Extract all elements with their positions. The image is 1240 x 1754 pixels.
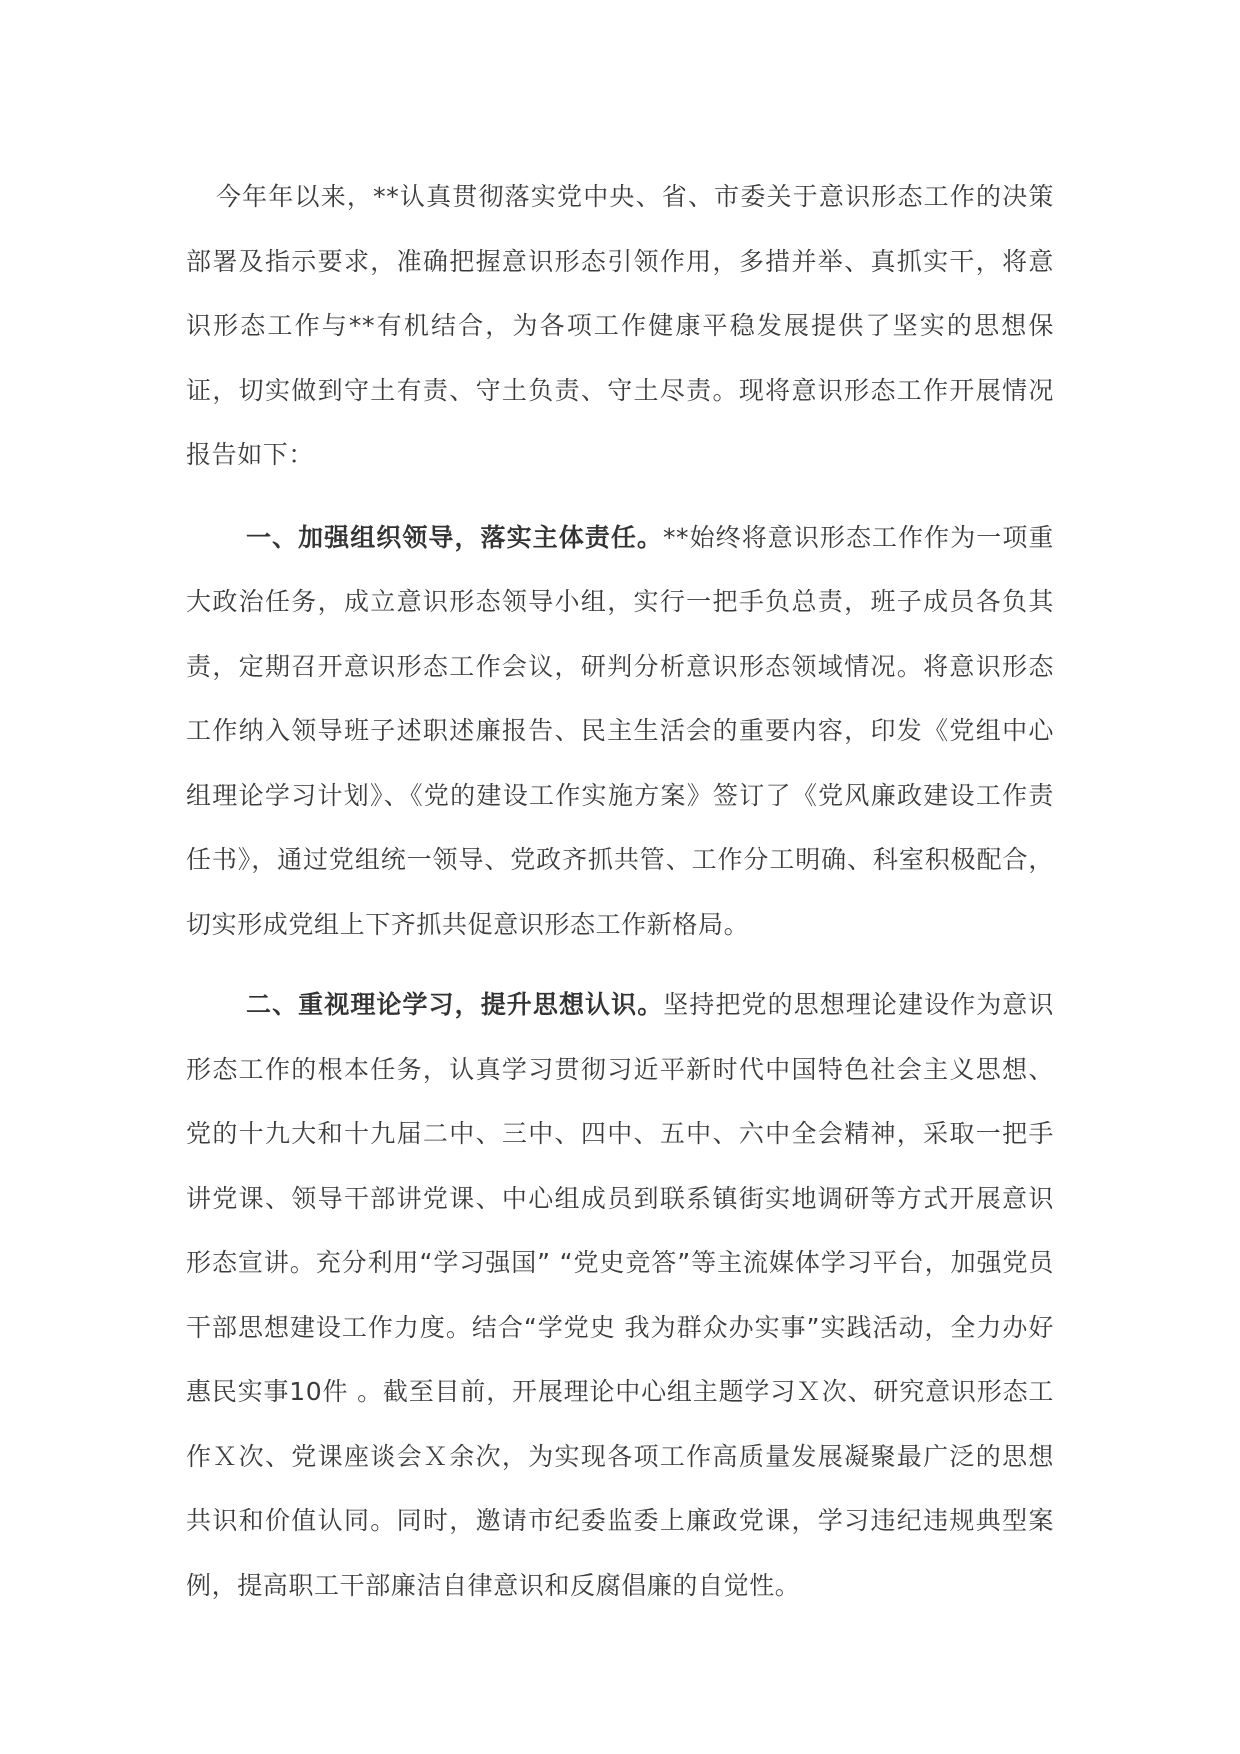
section-heading-1: 一、加强组织领导，落实主体责任。 xyxy=(246,522,663,552)
document-body xyxy=(186,165,1054,1618)
section-body-2: 坚持把党的思想理论建设作为意识形态工作的根本任务，认真学习贯彻习近平新时代中国特色社会主义思想、党的十九大和十九届二中、三中、四中、五中、六中全会精神，采取一把手讲党课、领导干部讲党课、中心组成员到联系镇街实地调研等方式开展意识形态宣讲。充分利用“学习强国” “党史竞答”等主流媒体学习平台，加强党员干部思想建设工作力度。结合“学党史 我为群众办实事”实践活动，全力办好惠民实事10件 。截至目前，开展理论中心组主题学习Ｘ次、研究意识形态工作Ｘ次、党课座谈会Ｘ余次，为实现各项工作高质量发展凝聚最广泛的思想共识和价值认同。同时，邀请市纪委监委上廉政党课，学习违纪违规典型案例，提高职工干部廉洁自律意识和反腐倡廉的自觉性。 xyxy=(186,990,1054,1600)
section-paragraph-1 xyxy=(186,506,1054,958)
intro-paragraph: 今年年以来，**认真贯彻落实党中央、省、市委关于意识形态工作的决策部署及指示要求，准确把握意识形态引领作用，多措并举、真抓实干，将意识形态工作与**有机结合，为各项工作健康平稳发展提供了坚实的思想保证，切实做到守土有责、守土负责、守土尽责。现将意识形态工作开展情况报告如下： xyxy=(186,182,1054,469)
section-paragraph-2 xyxy=(186,973,1054,1618)
section-body-1: **始终将意识形态工作作为一项重大政治任务，成立意识形态领导小组，实行一把手负总责，班子成员各负其责，定期召开意识形态工作会议，研判分析意识形态领域情况。将意识形态工作纳入领导班子述职述廉报告、民主生活会的重要内容，印发《党组中心组理论学习计划》、《党的建设工作实施方案》签订了《党风廉政建设工作责任书》，通过党组统一领导、党政齐抓共管、工作分工明确、科室积极配合，切实形成党组上下齐抓共促意识形态工作新格局。 xyxy=(186,522,1054,939)
section-heading-2: 二、重视理论学习，提升思想认识。 xyxy=(246,990,664,1019)
